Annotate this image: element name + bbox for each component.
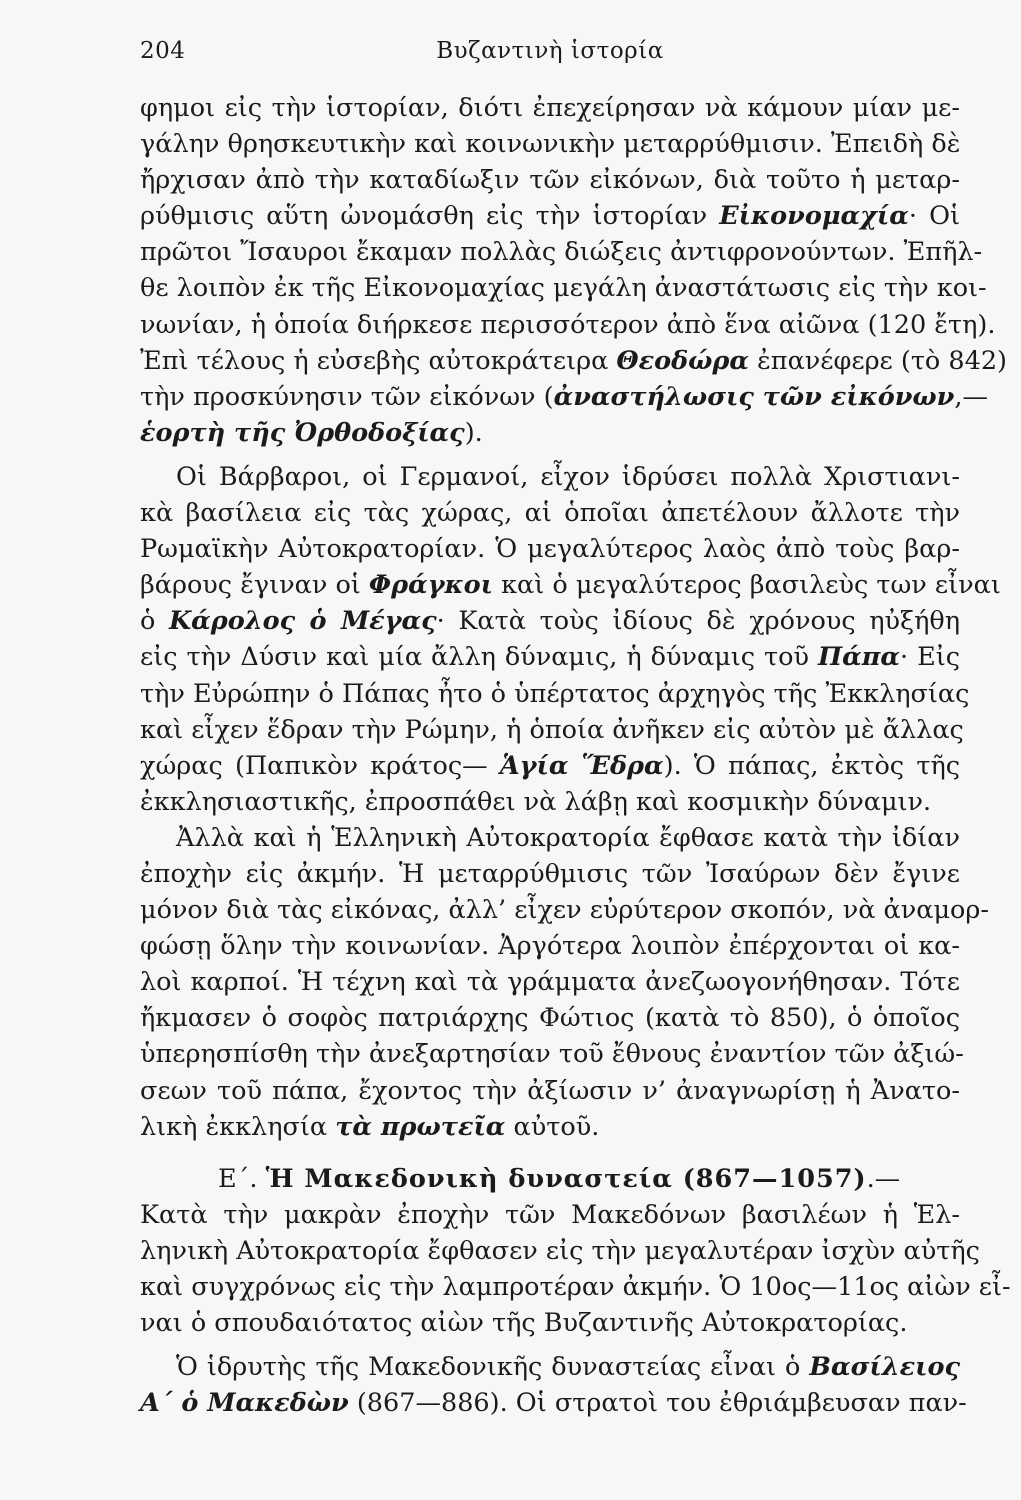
emphasized-term: Κάρολος ὁ Μέγας	[168, 606, 437, 637]
text-run: · Κατὰ τοὺς ἰδίους δὲ χρόνους ηὐξήθη	[436, 606, 960, 637]
text-run: αὐτοῦ.	[505, 1111, 600, 1142]
text-line	[140, 1233, 980, 1269]
text-line	[140, 531, 960, 567]
text-run: ἤκμασεν ὁ σοφὸς πατριάρχης Φώτιος (κατὰ τὸ 850), ὁ ὁποῖος	[140, 1003, 960, 1034]
text-run: ρύθμισις αὕτη ὠνομάσθη εἰς τὴν ἱστορίαν	[140, 201, 720, 232]
text-line	[140, 603, 960, 639]
text-line	[140, 928, 960, 964]
text-run: ἤρχισαν ἀπὸ τὴν καταδίωξιν τῶν εἰκόνων, διὰ τοῦτο ἡ μεταρ-	[140, 165, 960, 196]
text-run: νωνίαν, ἡ ὁποία διήρκεσε περισσότερον ἀπὸ ἕνα αἰῶνα (120 ἔτη).	[140, 309, 996, 340]
text-run: τὴν Εὐρώπην ὁ Πάπας ἦτο ὁ ὑπέρτατος ἀρχηγὸς τῆς Ἐκκλησίας	[140, 678, 970, 709]
text-run: ληνικὴ Αὐτοκρατορία ἔφθασεν εἰς τὴν μεγαλυτέραν ἰσχὺν αὐτῆς	[140, 1235, 980, 1266]
text-line	[140, 459, 960, 495]
text-line	[140, 307, 996, 343]
emphasized-term: Βασίλειος	[809, 1352, 960, 1383]
text-run: χώρας (Παπικὸν κράτος—	[140, 750, 500, 781]
text-run: φώσῃ ὅλην τὴν κοινωνίαν. Ἀργότερα λοιπὸν ἐπέρχονται οἱ κα-	[140, 931, 960, 962]
section-heading: Ἡ Μακεδονικὴ δυναστεία (867—1057)	[265, 1163, 867, 1194]
text-line	[140, 126, 960, 162]
text-run: ναι ὁ σπουδαιότατος αἰὼν τῆς Βυζαντινῆς Αὐτοκρατορίας.	[140, 1308, 908, 1339]
text-line	[140, 1269, 1011, 1305]
text-line	[140, 379, 988, 415]
text-line	[140, 1305, 960, 1341]
text-run: Ἀλλὰ καὶ ἡ Ἑλληνικὴ Αὐτοκρατορία ἔφθασε κατὰ τὴν ἰδίαν	[176, 822, 960, 853]
text-line	[140, 270, 987, 306]
text-line	[140, 343, 1008, 379]
text-run: ὑπερησπίσθη τὴν ἀνεξαρτησίαν τοῦ ἔθνους ἐναντίον τῶν ἀξιώ-	[140, 1039, 964, 1070]
text-run: κὰ βασίλεια εἰς τὰς χώρας, αἱ ὁποῖαι ἀπετέλουν ἄλλοτε τὴν	[140, 498, 960, 529]
text-line	[140, 1000, 960, 1036]
text-run: βάρους ἔγιναν οἱ	[140, 570, 369, 601]
text-run: εἰς τὴν Δύσιν καὶ μία ἄλλη δύναμις, ἡ δύναμις τοῦ	[140, 642, 818, 673]
paragraph-gap	[140, 1145, 960, 1161]
text-run: ). Ὁ πάπας, ἐκτὸς τῆς	[663, 750, 960, 781]
text-line	[140, 1349, 960, 1385]
text-line	[140, 1385, 967, 1421]
text-line	[140, 676, 970, 712]
text-line	[140, 892, 990, 928]
text-run: Ὁ ἱδρυτὴς τῆς Μακεδονικῆς δυναστείας εἶναι ὁ	[176, 1352, 810, 1383]
text-run: (867—886). Οἱ στρατοὶ του ἐθριάμβευσαν παν-	[348, 1388, 967, 1419]
text-run: λικὴ ἐκκλησία	[140, 1111, 336, 1142]
text-run: τὴν προσκύνησιν τῶν εἰκόνων (	[140, 381, 554, 412]
text-line	[140, 495, 960, 531]
emphasized-term: Εἰκονομαχία	[719, 201, 909, 232]
text-run: Ἐπὶ τέλους ἡ εὐσεβὴς αὐτοκράτειρα	[140, 345, 617, 376]
text-run: ,—	[954, 381, 988, 412]
text-run: Ε΄.	[218, 1163, 266, 1194]
text-line	[140, 964, 960, 1000]
text-run: Ρωμαϊκὴν Αὐτοκρατορίαν. Ὁ μεγαλύτερος λαὸς ἀπὸ τοὺς βαρ-	[140, 534, 960, 565]
text-line	[140, 567, 1001, 603]
body-text	[140, 90, 1011, 1421]
text-line	[140, 415, 960, 451]
text-run: καὶ συγχρόνως εἰς τὴν λαμπροτέραν ἀκμήν. Ὁ 10ος—11ος αἰὼν εἶ-	[140, 1272, 1011, 1302]
text-line	[140, 784, 960, 820]
text-run: πρῶτοι Ἴσαυροι ἔκαμαν πολλὰς διώξεις ἀντιφρονούντων. Ἐπῆλ-	[140, 237, 983, 268]
text-run: θε λοιπὸν ἐκ τῆς Εἰκονομαχίας μεγάλη ἀναστάτωσις εἰς τὴν κοι-	[140, 273, 987, 304]
text-line	[140, 856, 960, 892]
text-run: λοὶ καρποί. Ἡ τέχνη καὶ τὰ γράμματα ἀνεζωογονήθησαν. Τότε	[140, 967, 960, 998]
text-run: .—	[866, 1163, 901, 1194]
text-run: · Οἱ	[908, 201, 960, 232]
emphasized-term: Πάπα	[818, 642, 901, 673]
text-run: καὶ εἶχεν ἕδραν τὴν Ρώμην, ἡ ὁποία ἀνῆκεν εἰς αὐτὸν μὲ ἄλλας	[140, 714, 964, 745]
text-line	[140, 162, 960, 198]
section-heading-line	[140, 1161, 960, 1197]
page-header	[140, 38, 960, 78]
text-run: φημοι εἰς τὴν ἱστορίαν, διότι ἐπεχείρησαν νὰ κάμουν μίαν με-	[140, 93, 960, 123]
emphasized-term: ἑορτὴ τῆς Ὀρθοδοξίας	[140, 417, 465, 448]
text-line	[140, 234, 983, 270]
text-line	[140, 639, 960, 675]
emphasized-term: τὰ πρωτεῖα	[335, 1111, 506, 1142]
text-line	[140, 198, 960, 234]
paragraph-gap	[140, 451, 960, 459]
paragraph-gap	[140, 1341, 960, 1349]
text-run: ἐκκλησιαστικῆς, ἐπροσπάθει νὰ λάβῃ καὶ κοσμικὴν δύναμιν.	[140, 786, 932, 817]
text-run: ἐποχὴν εἰς ἀκμήν. Ἡ μεταρρύθμισις τῶν Ἰσαύρων δὲν ἔγινε	[140, 858, 960, 889]
emphasized-term: Α΄ ὁ Μακεδὼν	[140, 1388, 349, 1419]
text-line	[140, 1073, 960, 1109]
text-line	[140, 1109, 960, 1145]
emphasized-term: ἀναστήλωσις τῶν εἰκόνων	[553, 381, 955, 412]
page-number: 204	[140, 38, 186, 64]
text-line	[140, 712, 964, 748]
text-run: ἐπανέφερε (τὸ 842)	[749, 345, 1008, 376]
text-line	[140, 1197, 960, 1233]
emphasized-term: Θεοδώρα	[616, 345, 750, 376]
text-run: γάλην θρησκευτικὴν καὶ κοινωνικὴν μεταρρύθμισιν. Ἐπειδὴ δὲ	[140, 129, 961, 160]
text-run: Οἱ Βάρβαροι, οἱ Γερμανοί, εἶχον ἱδρύσει πολλὰ Χριστιανι-	[176, 461, 960, 492]
text-run: ὁ	[140, 606, 169, 637]
text-run: μόνον διὰ τὰς εἰκόνας, ἀλλ’ εἶχεν εὐρύτερον σκοπόν, νὰ ἀναμορ-	[140, 895, 990, 926]
text-run: · Εἰς	[900, 642, 960, 673]
running-title: Βυζαντινὴ ἱστορία	[436, 38, 664, 64]
text-line	[140, 1036, 964, 1072]
text-line	[140, 820, 960, 856]
emphasized-term: Ἁγία Ἕδρα	[499, 750, 664, 781]
text-line	[140, 90, 960, 126]
text-line	[140, 748, 960, 784]
text-run: καὶ ὁ μεγαλύτερος βασιλεὺς των εἶναι	[493, 570, 1001, 601]
text-run: σεων τοῦ πάπα, ἔχοντος τὴν ἀξίωσιν ν’ ἀναγνωρίσῃ ἡ Ἀνατο-	[140, 1075, 960, 1106]
emphasized-term: Φράγκοι	[368, 570, 493, 601]
text-run: Κατὰ τὴν μακρὰν ἐποχὴν τῶν Μακεδόνων βασιλέων ἡ Ἑλ-	[140, 1199, 960, 1230]
text-run: ).	[464, 417, 483, 448]
